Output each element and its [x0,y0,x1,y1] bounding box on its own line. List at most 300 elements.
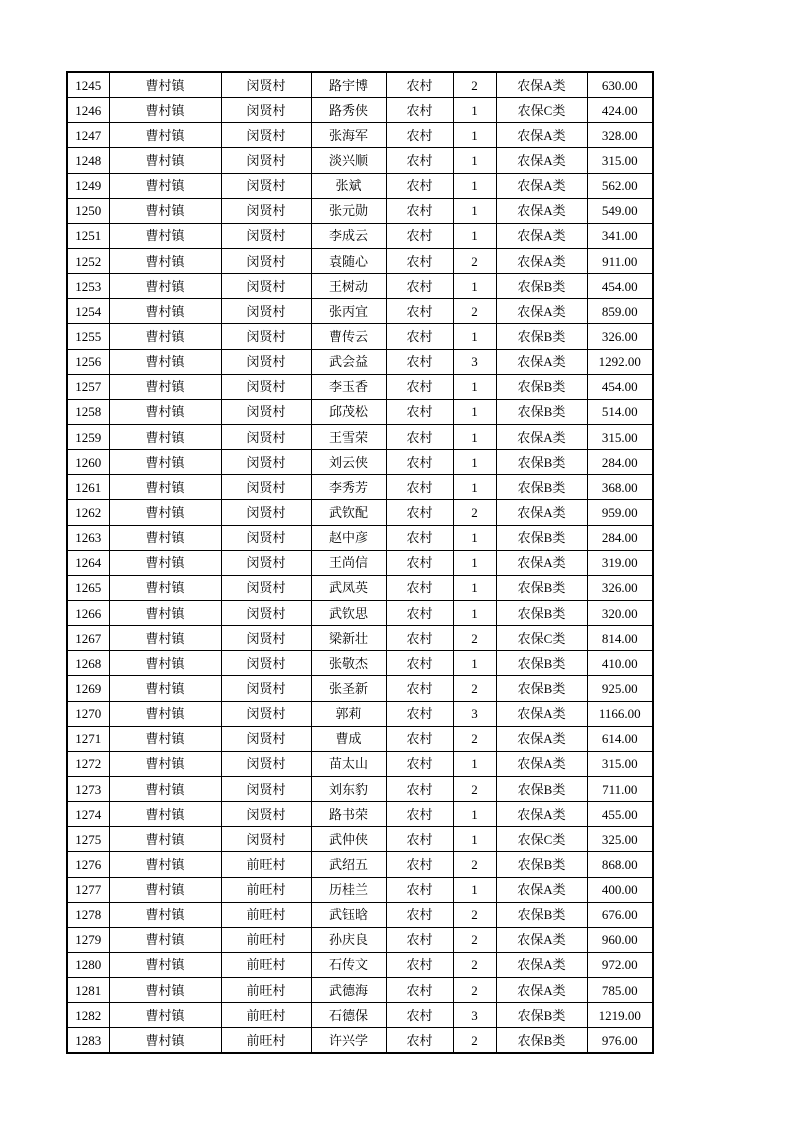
cell-row-number: 1262 [67,500,109,525]
cell-village: 闵贤村 [221,198,311,223]
cell-amount: 925.00 [587,676,653,701]
cell-amount: 814.00 [587,626,653,651]
cell-row-number: 1255 [67,324,109,349]
cell-village: 前旺村 [221,952,311,977]
cell-row-number: 1245 [67,72,109,98]
cell-village: 前旺村 [221,927,311,952]
cell-insurance-category: 农保A类 [496,751,587,776]
cell-amount: 424.00 [587,98,653,123]
cell-person-count: 1 [453,123,496,148]
cell-household-type: 农村 [386,978,453,1003]
cell-person-count: 2 [453,72,496,98]
cell-person-name: 王尚信 [311,550,386,575]
cell-amount: 326.00 [587,324,653,349]
cell-person-name: 孙庆良 [311,927,386,952]
cell-household-type: 农村 [386,349,453,374]
cell-town: 曹村镇 [109,701,221,726]
cell-insurance-category: 农保A类 [496,952,587,977]
cell-village: 闵贤村 [221,274,311,299]
cell-row-number: 1259 [67,424,109,449]
cell-insurance-category: 农保A类 [496,123,587,148]
cell-person-count: 1 [453,98,496,123]
cell-person-count: 1 [453,751,496,776]
cell-row-number: 1264 [67,550,109,575]
cell-person-count: 1 [453,148,496,173]
cell-insurance-category: 农保C类 [496,98,587,123]
cell-row-number: 1253 [67,274,109,299]
cell-row-number: 1275 [67,827,109,852]
cell-village: 前旺村 [221,1028,311,1054]
table-row [67,299,653,324]
cell-town: 曹村镇 [109,173,221,198]
cell-amount: 911.00 [587,248,653,273]
cell-household-type: 农村 [386,575,453,600]
cell-person-name: 武德海 [311,978,386,1003]
table-row [67,324,653,349]
cell-village: 前旺村 [221,902,311,927]
cell-insurance-category: 农保A类 [496,726,587,751]
cell-person-name: 路书荣 [311,802,386,827]
table-body [67,72,653,1053]
cell-person-count: 2 [453,626,496,651]
cell-household-type: 农村 [386,952,453,977]
cell-row-number: 1270 [67,701,109,726]
table-row [67,500,653,525]
cell-village: 闵贤村 [221,676,311,701]
cell-amount: 614.00 [587,726,653,751]
cell-village: 前旺村 [221,852,311,877]
cell-village: 前旺村 [221,978,311,1003]
cell-village: 闵贤村 [221,123,311,148]
cell-row-number: 1248 [67,148,109,173]
cell-household-type: 农村 [386,123,453,148]
cell-amount: 785.00 [587,978,653,1003]
cell-town: 曹村镇 [109,877,221,902]
table-row [67,450,653,475]
cell-insurance-category: 农保A类 [496,877,587,902]
cell-village: 前旺村 [221,877,311,902]
table-row [67,1003,653,1028]
table-row [67,902,653,927]
cell-person-name: 张敬杰 [311,651,386,676]
cell-person-count: 1 [453,223,496,248]
cell-amount: 400.00 [587,877,653,902]
cell-row-number: 1266 [67,600,109,625]
cell-insurance-category: 农保B类 [496,399,587,424]
table-row [67,274,653,299]
cell-household-type: 农村 [386,424,453,449]
cell-person-name: 李成云 [311,223,386,248]
cell-person-name: 曹传云 [311,324,386,349]
cell-town: 曹村镇 [109,726,221,751]
cell-amount: 1292.00 [587,349,653,374]
cell-village: 闵贤村 [221,776,311,801]
cell-town: 曹村镇 [109,626,221,651]
cell-town: 曹村镇 [109,299,221,324]
cell-row-number: 1261 [67,475,109,500]
cell-row-number: 1251 [67,223,109,248]
cell-town: 曹村镇 [109,374,221,399]
cell-person-name: 李秀芳 [311,475,386,500]
table-row [67,248,653,273]
cell-town: 曹村镇 [109,952,221,977]
cell-amount: 959.00 [587,500,653,525]
cell-insurance-category: 农保B类 [496,1003,587,1028]
cell-village: 闵贤村 [221,173,311,198]
cell-household-type: 农村 [386,525,453,550]
cell-person-name: 袁随心 [311,248,386,273]
cell-household-type: 农村 [386,802,453,827]
cell-row-number: 1267 [67,626,109,651]
cell-amount: 326.00 [587,575,653,600]
cell-village: 闵贤村 [221,525,311,550]
cell-row-number: 1268 [67,651,109,676]
cell-person-count: 1 [453,198,496,223]
cell-household-type: 农村 [386,98,453,123]
cell-row-number: 1252 [67,248,109,273]
cell-row-number: 1269 [67,676,109,701]
cell-person-name: 刘东豹 [311,776,386,801]
cell-insurance-category: 农保A类 [496,701,587,726]
cell-insurance-category: 农保A类 [496,978,587,1003]
cell-row-number: 1249 [67,173,109,198]
cell-village: 闵贤村 [221,324,311,349]
cell-amount: 454.00 [587,274,653,299]
cell-town: 曹村镇 [109,274,221,299]
table-row [67,374,653,399]
cell-person-count: 1 [453,575,496,600]
cell-village: 闵贤村 [221,751,311,776]
cell-row-number: 1254 [67,299,109,324]
cell-person-name: 张海军 [311,123,386,148]
cell-village: 闵贤村 [221,148,311,173]
cell-village: 闵贤村 [221,726,311,751]
table-row [67,575,653,600]
cell-person-name: 武钰晗 [311,902,386,927]
cell-person-name: 武钦思 [311,600,386,625]
cell-town: 曹村镇 [109,550,221,575]
cell-person-name: 刘云侠 [311,450,386,475]
cell-person-name: 邱茂松 [311,399,386,424]
cell-amount: 315.00 [587,424,653,449]
table-row [67,600,653,625]
cell-row-number: 1273 [67,776,109,801]
cell-person-name: 张圣新 [311,676,386,701]
cell-household-type: 农村 [386,927,453,952]
cell-row-number: 1279 [67,927,109,952]
cell-household-type: 农村 [386,600,453,625]
cell-amount: 976.00 [587,1028,653,1054]
cell-insurance-category: 农保A类 [496,148,587,173]
cell-person-count: 1 [453,399,496,424]
table-row [67,198,653,223]
table-row [67,651,653,676]
cell-person-count: 2 [453,776,496,801]
cell-household-type: 农村 [386,148,453,173]
cell-town: 曹村镇 [109,827,221,852]
cell-row-number: 1274 [67,802,109,827]
cell-person-name: 武绍五 [311,852,386,877]
cell-person-count: 1 [453,550,496,575]
cell-insurance-category: 农保A类 [496,802,587,827]
cell-town: 曹村镇 [109,1028,221,1054]
cell-person-name: 苗太山 [311,751,386,776]
cell-town: 曹村镇 [109,198,221,223]
cell-person-name: 武会益 [311,349,386,374]
cell-person-name: 王树动 [311,274,386,299]
cell-town: 曹村镇 [109,600,221,625]
cell-insurance-category: 农保A类 [496,349,587,374]
cell-row-number: 1247 [67,123,109,148]
table-row [67,223,653,248]
cell-amount: 1219.00 [587,1003,653,1028]
cell-household-type: 农村 [386,475,453,500]
cell-insurance-category: 农保C类 [496,626,587,651]
cell-village: 闵贤村 [221,600,311,625]
table-row [67,726,653,751]
cell-person-count: 1 [453,802,496,827]
cell-amount: 1166.00 [587,701,653,726]
cell-household-type: 农村 [386,877,453,902]
cell-town: 曹村镇 [109,324,221,349]
cell-household-type: 农村 [386,776,453,801]
cell-person-count: 2 [453,500,496,525]
cell-amount: 315.00 [587,751,653,776]
cell-household-type: 农村 [386,550,453,575]
cell-village: 闵贤村 [221,450,311,475]
table-row [67,349,653,374]
table-row [67,676,653,701]
cell-household-type: 农村 [386,173,453,198]
cell-household-type: 农村 [386,72,453,98]
cell-village: 闵贤村 [221,651,311,676]
cell-insurance-category: 农保B类 [496,475,587,500]
cell-amount: 454.00 [587,374,653,399]
cell-amount: 341.00 [587,223,653,248]
cell-person-count: 1 [453,424,496,449]
cell-village: 闵贤村 [221,701,311,726]
cell-household-type: 农村 [386,1028,453,1054]
cell-household-type: 农村 [386,827,453,852]
cell-village: 闵贤村 [221,223,311,248]
cell-village: 闵贤村 [221,827,311,852]
cell-person-name: 历桂兰 [311,877,386,902]
cell-household-type: 农村 [386,198,453,223]
cell-household-type: 农村 [386,676,453,701]
cell-town: 曹村镇 [109,902,221,927]
cell-town: 曹村镇 [109,223,221,248]
table-row [67,952,653,977]
cell-person-count: 1 [453,475,496,500]
cell-person-name: 路秀侠 [311,98,386,123]
cell-person-count: 2 [453,248,496,273]
cell-person-name: 武钦配 [311,500,386,525]
cell-village: 闵贤村 [221,248,311,273]
table-row [67,827,653,852]
cell-town: 曹村镇 [109,349,221,374]
table-row [67,550,653,575]
cell-insurance-category: 农保B类 [496,450,587,475]
cell-person-name: 郭莉 [311,701,386,726]
table-row [67,424,653,449]
cell-person-name: 梁新壮 [311,626,386,651]
cell-insurance-category: 农保A类 [496,927,587,952]
cell-household-type: 农村 [386,1003,453,1028]
cell-village: 闵贤村 [221,500,311,525]
cell-insurance-category: 农保B类 [496,525,587,550]
cell-amount: 711.00 [587,776,653,801]
cell-person-name: 张斌 [311,173,386,198]
cell-household-type: 农村 [386,324,453,349]
cell-person-count: 2 [453,952,496,977]
cell-person-count: 2 [453,902,496,927]
cell-insurance-category: 农保A类 [496,223,587,248]
cell-village: 闵贤村 [221,424,311,449]
cell-row-number: 1246 [67,98,109,123]
table-row [67,173,653,198]
cell-person-name: 路宇博 [311,72,386,98]
cell-amount: 859.00 [587,299,653,324]
cell-person-count: 2 [453,852,496,877]
table-row [67,852,653,877]
cell-row-number: 1265 [67,575,109,600]
cell-person-name: 武仲侠 [311,827,386,852]
cell-person-count: 1 [453,827,496,852]
cell-insurance-category: 农保C类 [496,827,587,852]
table-row [67,626,653,651]
table-row [67,927,653,952]
cell-row-number: 1283 [67,1028,109,1054]
cell-town: 曹村镇 [109,776,221,801]
cell-town: 曹村镇 [109,148,221,173]
cell-person-name: 石传文 [311,952,386,977]
cell-town: 曹村镇 [109,676,221,701]
cell-person-name: 王雪荣 [311,424,386,449]
cell-town: 曹村镇 [109,651,221,676]
cell-row-number: 1256 [67,349,109,374]
cell-amount: 325.00 [587,827,653,852]
cell-person-name: 许兴学 [311,1028,386,1054]
table-row [67,978,653,1003]
cell-town: 曹村镇 [109,475,221,500]
cell-amount: 630.00 [587,72,653,98]
table-row [67,72,653,98]
cell-row-number: 1263 [67,525,109,550]
cell-insurance-category: 农保A类 [496,500,587,525]
table-row [67,701,653,726]
cell-row-number: 1271 [67,726,109,751]
cell-household-type: 农村 [386,248,453,273]
cell-person-count: 1 [453,324,496,349]
cell-village: 闵贤村 [221,575,311,600]
cell-household-type: 农村 [386,450,453,475]
cell-person-name: 李玉香 [311,374,386,399]
cell-row-number: 1277 [67,877,109,902]
cell-insurance-category: 农保B类 [496,852,587,877]
cell-household-type: 农村 [386,374,453,399]
cell-village: 闵贤村 [221,475,311,500]
cell-town: 曹村镇 [109,575,221,600]
cell-insurance-category: 农保B类 [496,274,587,299]
cell-amount: 549.00 [587,198,653,223]
cell-amount: 514.00 [587,399,653,424]
cell-person-count: 1 [453,651,496,676]
cell-insurance-category: 农保A类 [496,299,587,324]
cell-village: 前旺村 [221,1003,311,1028]
cell-town: 曹村镇 [109,72,221,98]
cell-town: 曹村镇 [109,802,221,827]
cell-row-number: 1280 [67,952,109,977]
cell-row-number: 1281 [67,978,109,1003]
cell-insurance-category: 农保A类 [496,550,587,575]
cell-person-count: 1 [453,450,496,475]
cell-village: 闵贤村 [221,349,311,374]
cell-household-type: 农村 [386,299,453,324]
cell-person-count: 1 [453,525,496,550]
cell-amount: 368.00 [587,475,653,500]
cell-household-type: 农村 [386,726,453,751]
cell-person-count: 2 [453,299,496,324]
cell-insurance-category: 农保A类 [496,173,587,198]
cell-amount: 315.00 [587,148,653,173]
cell-village: 闵贤村 [221,802,311,827]
cell-household-type: 农村 [386,651,453,676]
cell-insurance-category: 农保B类 [496,600,587,625]
cell-insurance-category: 农保B类 [496,575,587,600]
table-row [67,399,653,424]
cell-insurance-category: 农保A类 [496,424,587,449]
cell-insurance-category: 农保B类 [496,374,587,399]
cell-household-type: 农村 [386,626,453,651]
cell-town: 曹村镇 [109,248,221,273]
cell-row-number: 1250 [67,198,109,223]
cell-amount: 328.00 [587,123,653,148]
cell-amount: 868.00 [587,852,653,877]
cell-amount: 319.00 [587,550,653,575]
cell-town: 曹村镇 [109,424,221,449]
cell-town: 曹村镇 [109,978,221,1003]
cell-village: 闵贤村 [221,399,311,424]
cell-amount: 562.00 [587,173,653,198]
cell-row-number: 1272 [67,751,109,776]
table-row [67,98,653,123]
cell-insurance-category: 农保B类 [496,324,587,349]
cell-person-name: 武凤英 [311,575,386,600]
cell-town: 曹村镇 [109,927,221,952]
cell-village: 闵贤村 [221,626,311,651]
cell-household-type: 农村 [386,852,453,877]
cell-person-count: 1 [453,877,496,902]
cell-person-name: 石德保 [311,1003,386,1028]
table-row [67,802,653,827]
cell-amount: 320.00 [587,600,653,625]
cell-town: 曹村镇 [109,751,221,776]
cell-person-count: 2 [453,726,496,751]
cell-person-count: 3 [453,1003,496,1028]
cell-insurance-category: 农保A类 [496,72,587,98]
cell-insurance-category: 农保B类 [496,902,587,927]
cell-household-type: 农村 [386,223,453,248]
cell-person-count: 2 [453,676,496,701]
cell-amount: 284.00 [587,450,653,475]
cell-person-count: 2 [453,927,496,952]
cell-row-number: 1282 [67,1003,109,1028]
cell-town: 曹村镇 [109,525,221,550]
cell-town: 曹村镇 [109,399,221,424]
cell-person-count: 2 [453,978,496,1003]
cell-row-number: 1258 [67,399,109,424]
cell-household-type: 农村 [386,701,453,726]
